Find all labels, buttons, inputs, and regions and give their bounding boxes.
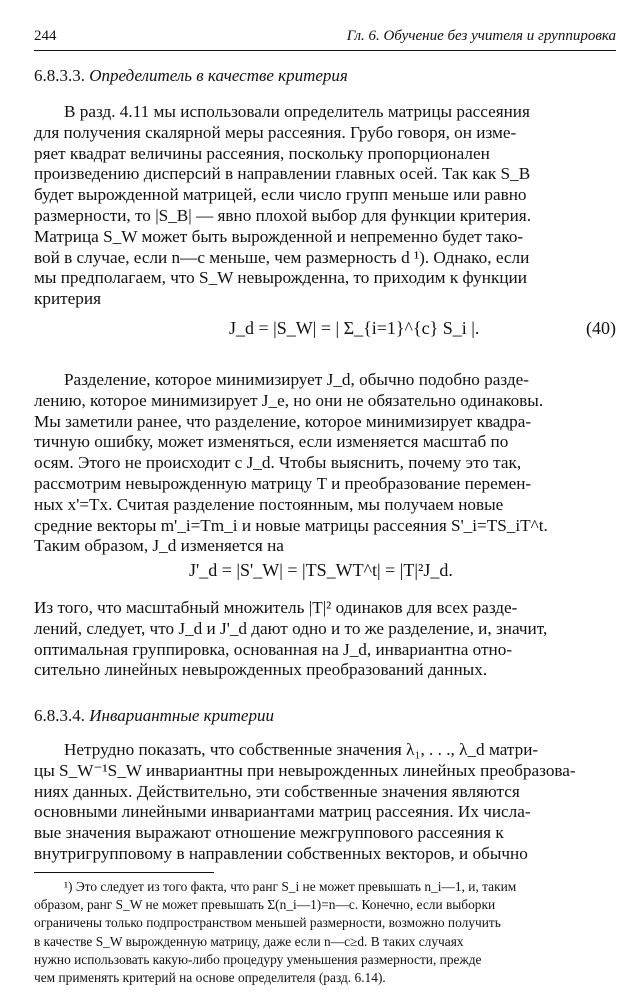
text-line: Матрица S_W может быть вырожденной и непременно будет тако-: [34, 226, 524, 246]
footnote-divider: [34, 872, 214, 873]
text-line: В разд. 4.11 мы использовали определитель матрицы рассеяния: [64, 102, 530, 121]
text-line: рассмотрим невырожденную матрицу T и преобразование перемен-: [34, 473, 532, 493]
text-line: лению, которое минимизирует J_e, но они не обязательно одинаковы.: [34, 390, 544, 410]
text-line: размерности, то |S_B| — явно плохой выбор для функции критерия.: [34, 205, 531, 225]
section-title: Определитель в качестве критерия: [89, 66, 348, 85]
paragraph-4: [34, 740, 616, 865]
footnote-line: ограничены только подпространством меньшей размерности, возможно получить: [34, 915, 501, 931]
text-line: вые значения выражают отношение межгруппового рассеяния к: [34, 823, 504, 843]
text-line: тичную ошибку, может изменяться, если изменяется масштаб по: [34, 432, 509, 452]
equation-number: (40): [586, 318, 616, 338]
section-heading-6-8-3-3: [34, 66, 348, 86]
text-line: лений, следует, что J_d и J'_d дают одно и то же разделение, и, значит,: [34, 618, 548, 638]
text-line: оптимальная группировка, основанная на J_d, инвариантна отно-: [34, 639, 513, 659]
paragraph-3: [34, 598, 616, 681]
page-number: 244: [34, 28, 57, 44]
text-line: внутригрупповому в направлении собственных векторов, и обычно: [34, 843, 528, 863]
footnote-line: образом, ранг S_W не может превышать Σ(n_i—1)=n—c. Конечно, если выборки: [34, 897, 496, 913]
footnote-line: чем применять критерий на основе определителя (разд. 6.14).: [34, 970, 386, 986]
footnote: [34, 878, 616, 987]
text-line: произведению дисперсий в направлении главных осей. Так как S_B: [34, 164, 531, 184]
text-line: Разделение, которое минимизирует J_d, обычно подобно разде-: [64, 370, 529, 389]
text-line: Мы заметили ранее, что разделение, которое минимизирует квадра-: [34, 411, 532, 431]
text-line: будет вырожденной матрицей, если число групп меньше или равно: [34, 185, 527, 205]
text-line: критерия: [34, 289, 101, 309]
equation-body: J_d = |S_W| = | Σ_{i=1}^{c} S_i |.: [229, 318, 480, 338]
text-line: ниях данных. Действительно, эти собственные значения являются: [34, 781, 520, 801]
text-line: сительно линейных невырожденных преобразований данных.: [34, 660, 488, 680]
text-line: вой в случае, если n—c меньше, чем размерность d ¹). Однако, если: [34, 247, 530, 267]
footnote-line: нужно использовать какую-либо процедуру уменьшения размерности, прежде: [34, 951, 482, 967]
equation-transform: [34, 560, 616, 588]
page-header: [34, 26, 616, 51]
running-title: Гл. 6. Обучение без учителя и группировка: [346, 28, 616, 44]
text-line: основными линейными инвариантами матриц рассеяния. Их числа-: [34, 802, 531, 822]
text-line: Из того, что масштабный множитель |T|² одинаков для всех разде-: [34, 598, 518, 617]
text-line: для получения скалярной меры рассеяния. Грубо говоря, он изме-: [34, 122, 517, 142]
paragraph-1: [34, 102, 616, 310]
equation-40: [34, 318, 616, 348]
equation-body: J'_d = |S'_W| = |TS_WT^t| = |T|²J_d.: [189, 560, 453, 580]
text-line: мы предполагаем, что S_W невырожденна, то приходим к функции: [34, 268, 527, 288]
text-line: Нетрудно показать, что собственные значения λ₁, . . ., λ_d матри-: [64, 740, 539, 759]
section-number: 6.8.3.3.: [34, 66, 85, 85]
section-title: Инвариантные критерии: [89, 706, 274, 725]
section-number: 6.8.3.4.: [34, 706, 85, 725]
text-line: Таким образом, J_d изменяется на: [34, 536, 284, 556]
text-line: средние векторы m'_i=Tm_i и новые матрицы рассеяния S'_i=TS_iT^t.: [34, 515, 548, 535]
text-line: осям. Этого не происходит с J_d. Чтобы выяснить, почему это так,: [34, 453, 522, 473]
paragraph-2: [34, 370, 616, 557]
text-line: ряет квадрат величины рассеяния, поскольку пропорционален: [34, 143, 490, 163]
footnote-line: ¹) Это следует из того факта, что ранг S_i не может превышать n_i—1, и, таким: [64, 879, 517, 894]
text-line: цы S_W⁻¹S_W инвариантны при невырожденных линейных преобразова-: [34, 760, 576, 780]
footnote-line: в качестве S_W вырожденную матрицу, даже если n—c≥d. В таких случаях: [34, 933, 464, 949]
text-line: ных x'=Tx. Считая разделение постоянным, мы получаем новые: [34, 494, 504, 514]
section-heading-6-8-3-4: [34, 706, 274, 726]
